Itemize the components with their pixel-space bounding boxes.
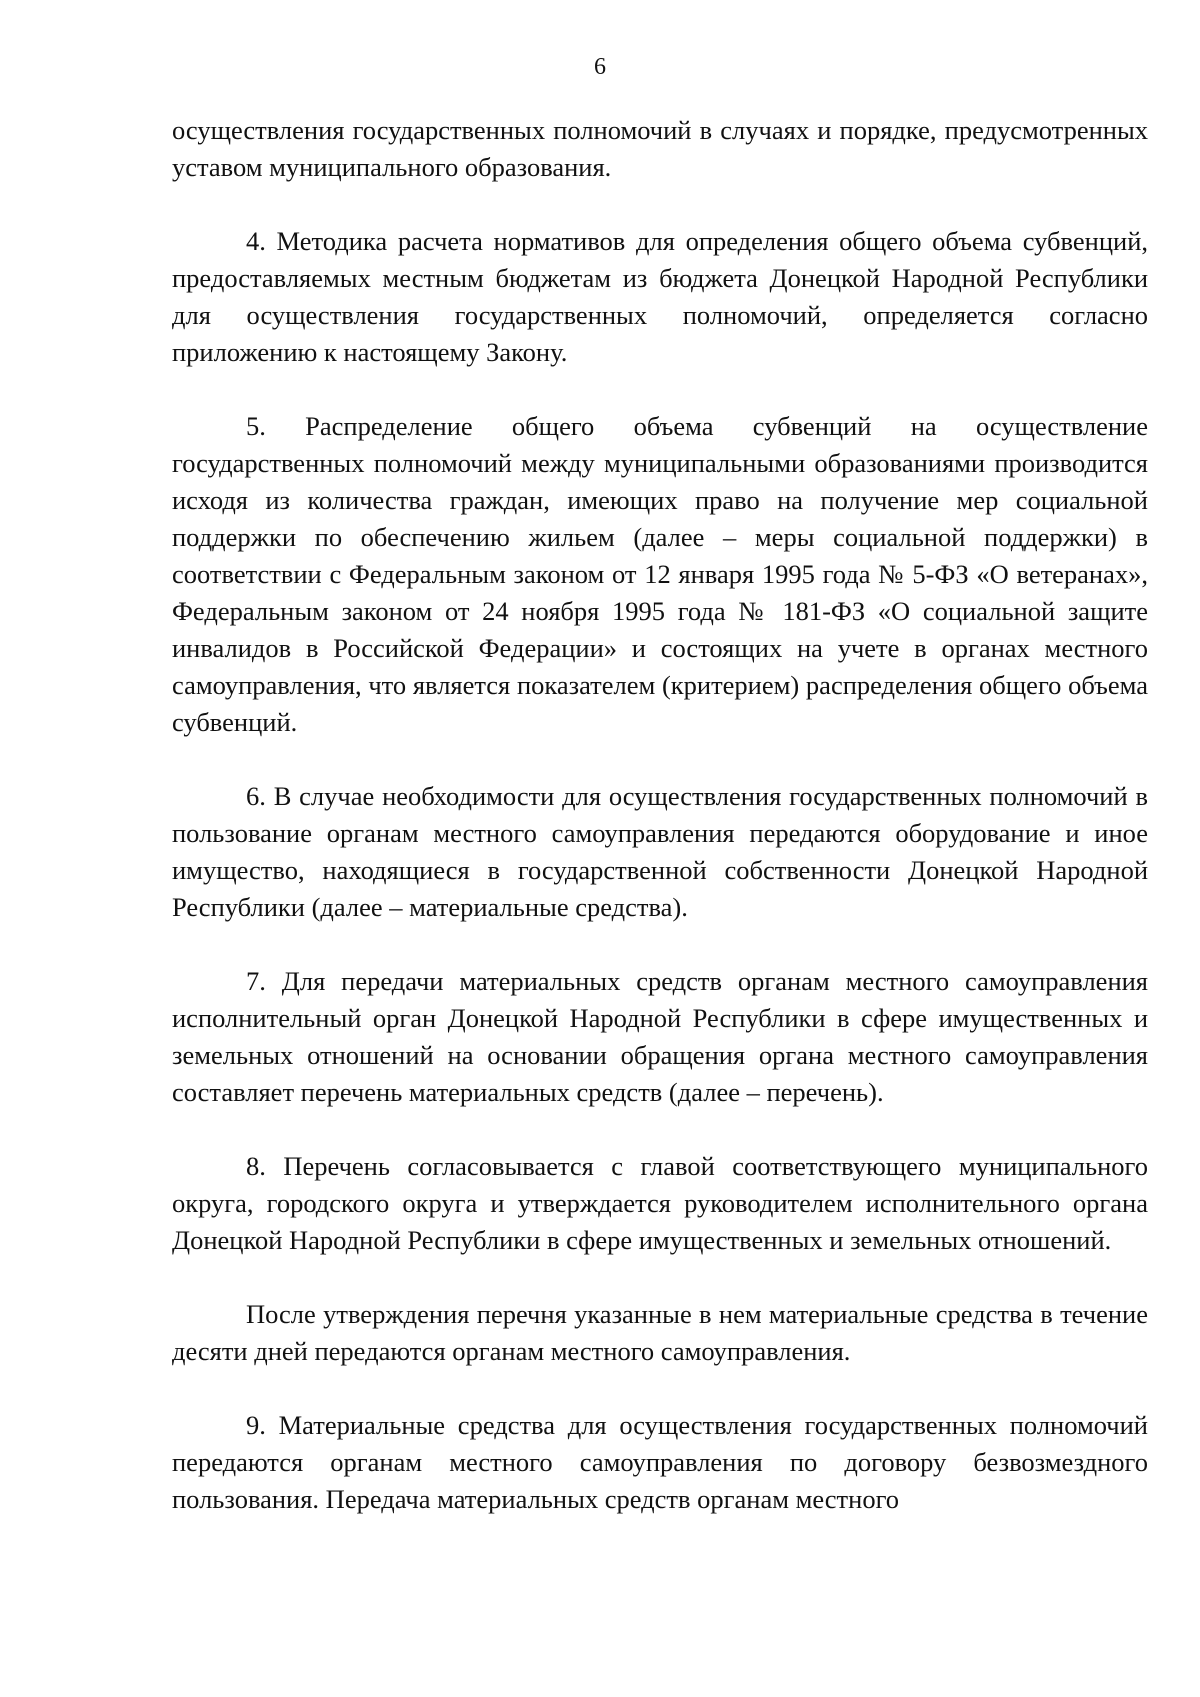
paragraph-item-5: 5. Распределение общего объема субвенций на осуществление государственных полномочий между муниципальными образованиями производится исходя из количества граждан, имеющих право на получение мер социальной поддержки по обеспечению жильем (далее – меры социальной поддержки) в соответствии с Федеральным законом от 12 января 1995 года № 5-ФЗ «О ветеранах», Федеральным законом от 24 ноября 1995 года № 181-ФЗ «О социальной защите инвалидов в Российской Федерации» и состоящих на учете в органах местного самоуправления, что является показателем (критерием) распределения общего объема субвенций. (172, 411, 1148, 737)
paragraph-item-4: 4. Методика расчета нормативов для определения общего объема субвенций, предоставляемых местным бюджетам из бюджета Донецкой Народной Республики для осуществления государственных полномочий, определяется согласно приложению к настоящему Закону. (172, 226, 1148, 367)
document-body (172, 112, 1148, 1518)
paragraph-item-8-continued: После утверждения перечня указанные в нем материальные средства в течение десяти дней передаются органам местного самоуправления. (172, 1299, 1148, 1366)
paragraph-item-9: 9. Материальные средства для осуществления государственных полномочий передаются органам местного самоуправления по договору безвозмездного пользования. Передача материальных средств органам местного (172, 1410, 1148, 1514)
paragraph-item-8: 8. Перечень согласовывается с главой соответствующего муниципального округа, городского округа и утверждается руководителем исполнительного органа Донецкой Народной Республики в сфере имущественных и земельных отношений. (172, 1151, 1148, 1255)
paragraph-item-7: 7. Для передачи материальных средств органам местного самоуправления исполнительный орган Донецкой Народной Республики в сфере имущественных и земельных отношений на основании обращения органа местного самоуправления составляет перечень материальных средств (далее – перечень). (172, 966, 1148, 1107)
paragraph-continuation: осуществления государственных полномочий в случаях и порядке, предусмотренных уставом муниципального образования. (172, 115, 1148, 182)
paragraph-item-6: 6. В случае необходимости для осуществления государственных полномочий в пользование органам местного самоуправления передаются оборудование и иное имущество, находящиеся в государственной собственности Донецкой Народной Республики (далее – материальные средства). (172, 781, 1148, 922)
page-number: 6 (594, 54, 606, 80)
